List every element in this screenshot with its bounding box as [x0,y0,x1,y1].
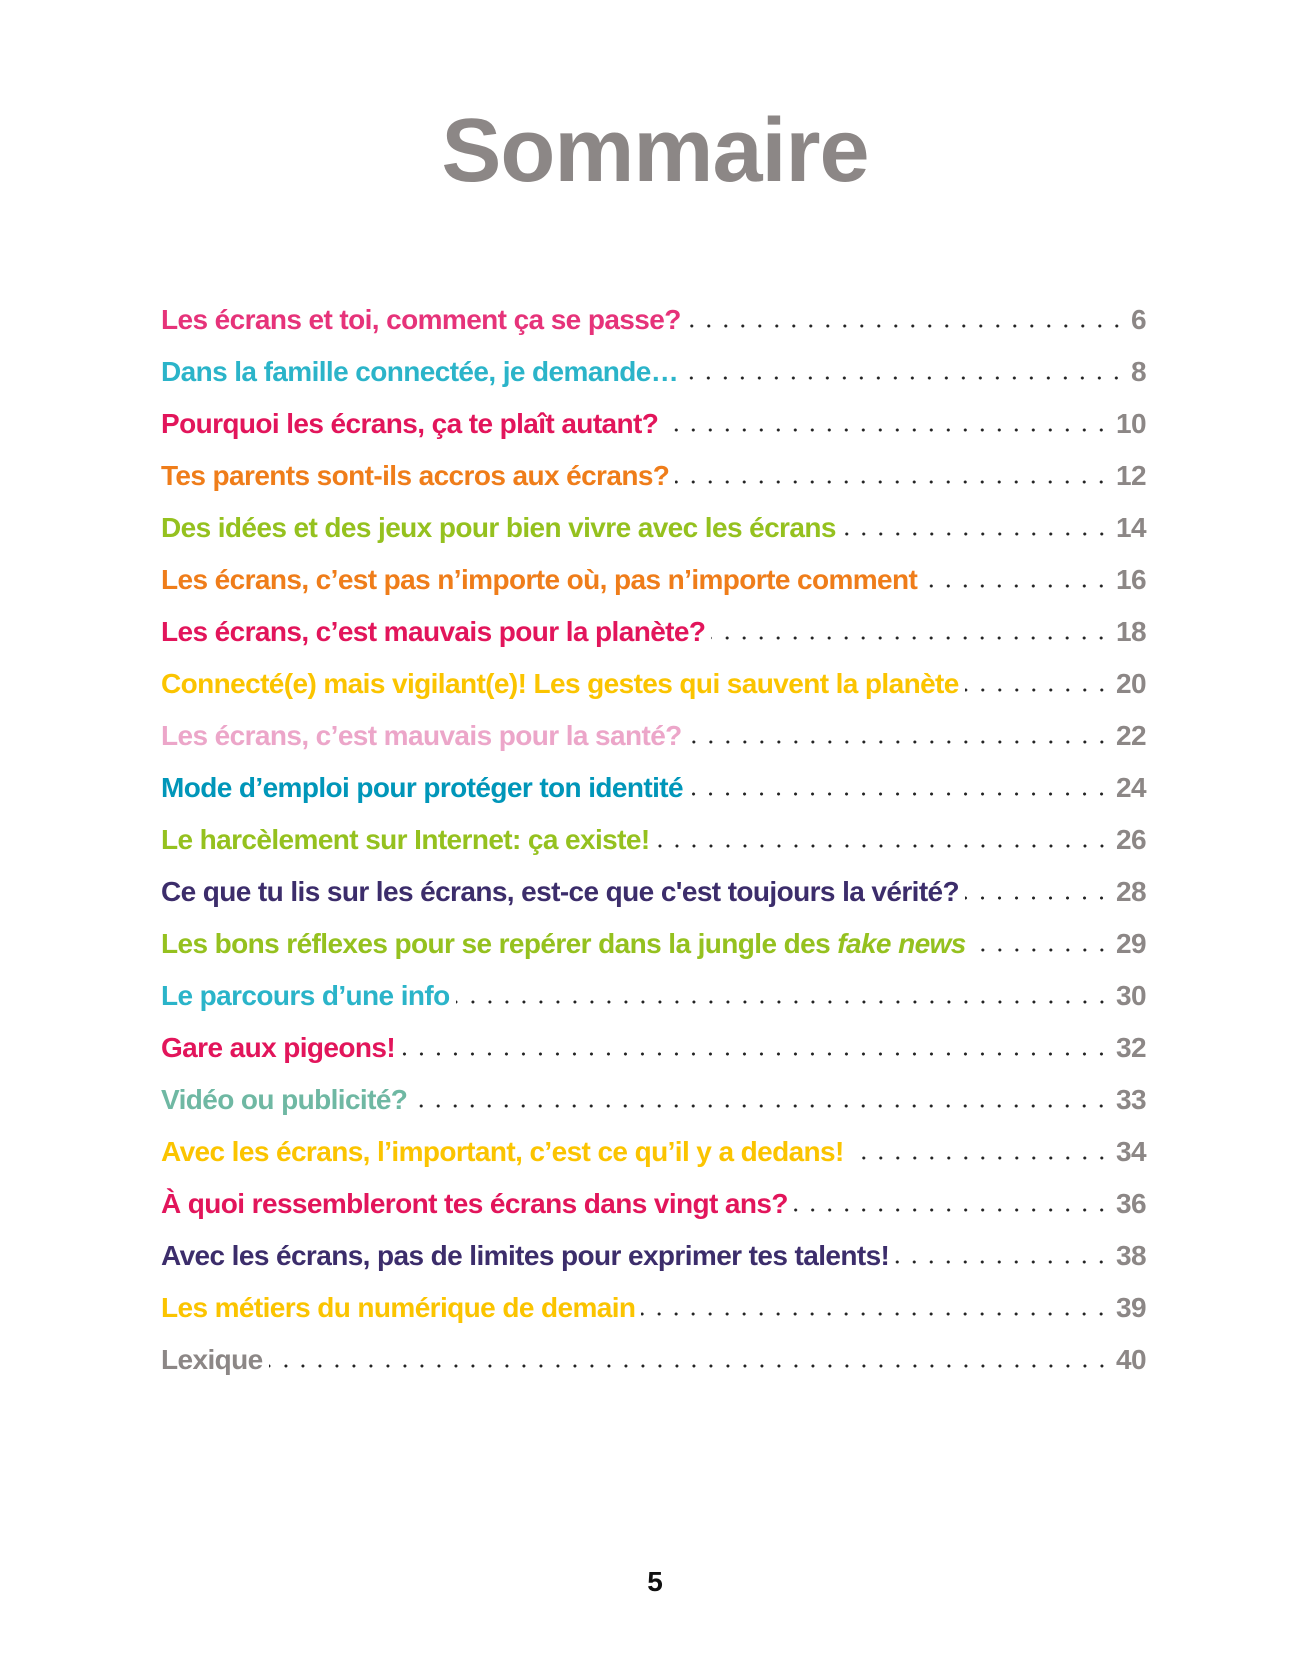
toc-entry-title [161,876,959,908]
toc-entry-page: 18 [1116,616,1146,647]
dot-leader [965,895,1110,901]
toc-entry-page: 6 [1131,304,1146,335]
toc-entry-title-italic: fake news [837,928,966,959]
page-number: 5 [647,1566,663,1597]
toc-entry-title [161,616,705,648]
toc-entry-page: 8 [1131,356,1146,387]
toc-entry[interactable] [161,564,1146,616]
toc-entry-title [161,564,917,596]
toc-entry-title [161,1188,788,1220]
toc-entry-title [161,980,450,1012]
toc-entry-title-text: Pourquoi les écrans, ça te plaît autant? [161,408,659,439]
toc-entry-title [161,1240,889,1272]
toc-entry[interactable] [161,408,1146,460]
toc-entry[interactable] [161,928,1146,980]
toc-entry[interactable] [161,876,1146,928]
toc-entry-title [161,772,683,804]
toc-entry-page: 39 [1116,1292,1146,1323]
toc-entry-title-text: Des idées et des jeux pour bien vivre avec les écrans [161,512,836,543]
toc-entry-title [161,304,681,336]
toc-entry-title [161,1344,263,1376]
dot-leader [684,375,1125,381]
dot-leader [656,843,1110,849]
toc-entry-title-text: Les écrans, c’est pas n’importe où, pas n’importe comment [161,564,918,595]
dot-leader [965,687,1110,693]
toc-entry-page: 28 [1116,876,1146,907]
toc-entry[interactable] [161,460,1146,512]
toc-entry-title-text: À quoi ressembleront tes écrans dans vingt ans? [161,1188,788,1219]
toc-entry[interactable] [161,1344,1146,1396]
table-of-contents [161,304,1146,1396]
dot-leader [688,739,1110,745]
toc-entry-page: 10 [1116,408,1146,439]
toc-entry-title-text: Gare aux pigeons! [161,1032,396,1063]
dot-leader [456,999,1110,1005]
toc-entry[interactable] [161,1292,1146,1344]
toc-entry-title [161,408,658,440]
dot-leader [923,583,1110,589]
toc-entry-title [161,1084,407,1116]
toc-entry-page: 22 [1116,720,1146,751]
toc-entry-page: 34 [1116,1136,1146,1167]
toc-entry-title [161,668,959,700]
toc-entry-title-text: Tes parents sont-ils accros aux écrans? [161,460,670,491]
toc-entry-page: 16 [1116,564,1146,595]
toc-entry-page: 29 [1116,928,1146,959]
toc-entry[interactable] [161,356,1146,408]
toc-entry-page: 12 [1116,460,1146,491]
toc-entry[interactable] [161,304,1146,356]
page-title: Sommaire [441,101,869,201]
dot-leader [675,479,1110,485]
toc-entry-title-text: Les écrans, c’est mauvais pour la santé? [161,720,682,751]
toc-entry[interactable] [161,980,1146,1032]
dot-leader [711,635,1110,641]
toc-entry[interactable] [161,824,1146,876]
dot-leader [895,1259,1110,1265]
toc-entry-title-text: Mode d’emploi pour protéger ton identité [161,772,683,803]
dot-leader [689,791,1110,797]
toc-entry[interactable] [161,1032,1146,1084]
toc-entry-page: 40 [1116,1344,1146,1375]
dot-leader [972,947,1110,953]
toc-entry-page: 20 [1116,668,1146,699]
toc-entry-title [161,720,682,752]
toc-entry-title-text: Le parcours d’une info [161,980,450,1011]
dot-leader [687,323,1125,329]
toc-entry-title-text: Ce que tu lis sur les écrans, est-ce que c'est toujours la vérité? [161,876,960,907]
toc-entry-title [161,1292,635,1324]
dot-leader [269,1363,1110,1369]
toc-entry-page: 32 [1116,1032,1146,1063]
toc-entry-title-text: Connecté(e) mais vigilant(e)! Les gestes qui sauvent la planète [161,668,959,699]
toc-entry[interactable] [161,772,1146,824]
toc-entry-title-text: Lexique [161,1344,263,1375]
toc-entry-title-text: Avec les écrans, l’important, c’est ce qu’il y a dedans! [161,1136,844,1167]
toc-entry-page: 36 [1116,1188,1146,1219]
toc-entry-title-text: Les bons réflexes pour se repérer dans la jungle des [161,928,838,959]
dot-leader [664,427,1110,433]
toc-entry-page: 14 [1116,512,1146,543]
toc-entry[interactable] [161,1188,1146,1240]
toc-entry[interactable] [161,616,1146,668]
toc-entry-title-text: Les métiers du numérique de demain [161,1292,636,1323]
toc-entry[interactable] [161,1136,1146,1188]
toc-entry-title [161,1032,395,1064]
dot-leader [401,1051,1110,1057]
dot-leader [794,1207,1110,1213]
toc-entry-title [161,356,678,388]
toc-entry-page: 30 [1116,980,1146,1011]
toc-entry-title-text: Dans la famille connectée, je demande… [161,356,679,387]
toc-entry-title [161,1136,844,1168]
toc-entry-title-text: Les écrans, c’est mauvais pour la planète? [161,616,706,647]
toc-entry-page: 26 [1116,824,1146,855]
toc-entry-title [161,824,650,856]
toc-entry-title-text: Les écrans et toi, comment ça se passe? [161,304,681,335]
toc-entry[interactable] [161,512,1146,564]
toc-entry[interactable] [161,668,1146,720]
dot-leader [413,1103,1110,1109]
toc-entry[interactable] [161,1084,1146,1136]
dot-leader [641,1311,1110,1317]
toc-entry-title-text: Avec les écrans, pas de limites pour exprimer tes talents! [161,1240,890,1271]
toc-entry-title [161,928,966,960]
toc-entry-page: 24 [1116,772,1146,803]
toc-entry-page: 33 [1116,1084,1146,1115]
toc-entry[interactable] [161,720,1146,772]
toc-entry-title [161,512,836,544]
toc-entry[interactable] [161,1240,1146,1292]
dot-leader [850,1155,1110,1161]
toc-entry-title [161,460,669,492]
dot-leader [842,531,1110,537]
toc-entry-title-text: Le harcèlement sur Internet: ça existe! [161,824,650,855]
toc-entry-title-text: Vidéo ou publicité? [161,1084,408,1115]
toc-entry-page: 38 [1116,1240,1146,1271]
